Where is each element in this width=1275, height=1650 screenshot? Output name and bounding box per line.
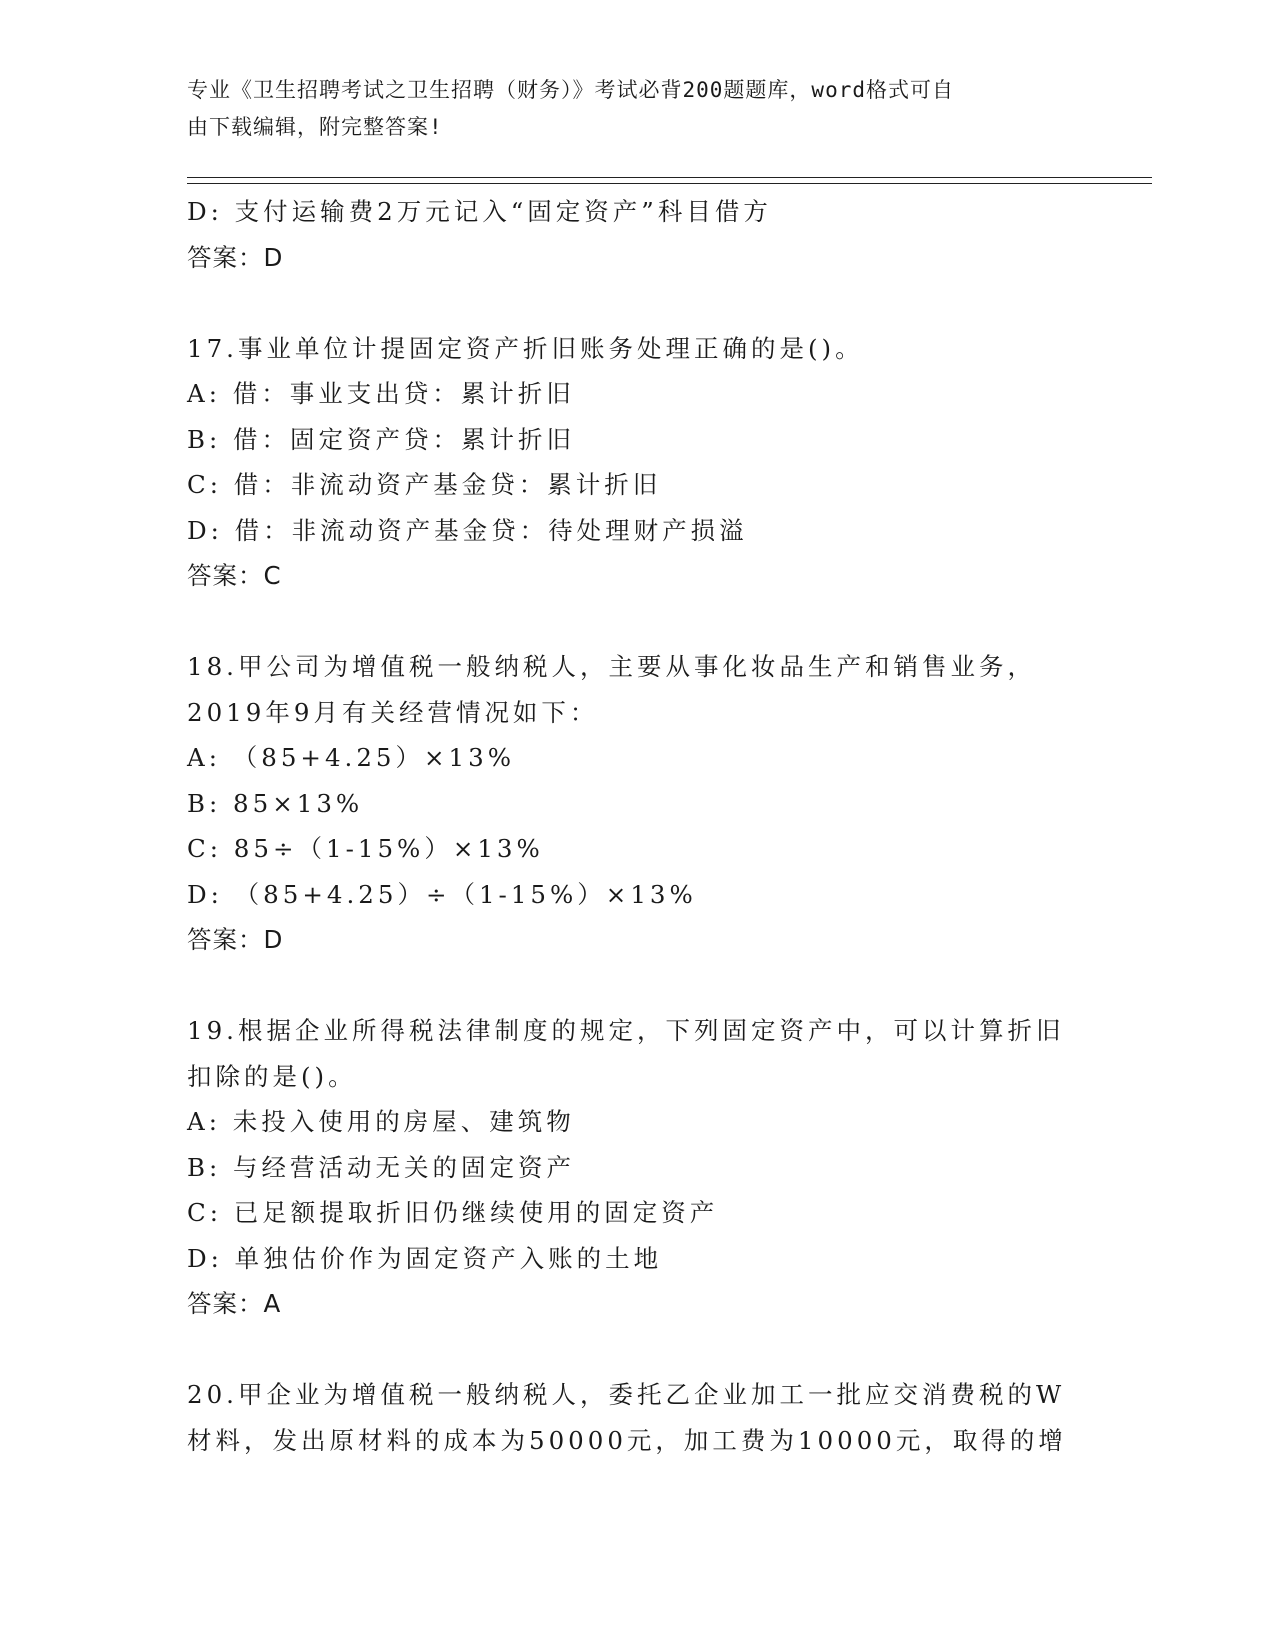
header-title-line-1: 专业《卫生招聘考试之卫生招聘（财务）》考试必背200题题库，word格式可自 (187, 78, 954, 102)
question-17 (187, 326, 1087, 599)
question-19-option-d: D: 单独估价作为固定资产入账的土地 (187, 1243, 663, 1273)
question-20-stem-line-1: 20.甲企业为增值税一般纳税人，委托乙企业加工一批应交消费税的W (187, 1380, 1066, 1409)
question-20-stem-line-2: 材料，发出原材料的成本为50000元，加工费为10000元，取得的增 (187, 1425, 1067, 1455)
question-19-option-a: A: 未投入使用的房屋、建筑物 (187, 1107, 575, 1136)
prev-question-answer: 答案：D (187, 242, 284, 272)
question-17-option-a: A: 借：事业支出贷：累计折旧 (187, 379, 575, 408)
question-19-option-c: C: 已足额提取折旧仍继续使用的固定资产 (187, 1198, 719, 1227)
question-18-answer: 答案：D (187, 925, 284, 954)
question-17-option-b: B: 借：固定资产贷：累计折旧 (187, 424, 576, 454)
question-18-option-a: A: （85+4.25）×13% (187, 743, 515, 772)
question-19-option-b: B: 与经营活动无关的固定资产 (187, 1152, 576, 1182)
header-divider-bottom (187, 183, 1152, 184)
prev-question-option-d: D: 支付运输费2万元记入“固定资产”科目借方 (187, 197, 772, 226)
spacer (187, 963, 1087, 1009)
question-19-answer: 答案：A (187, 1289, 282, 1318)
question-19 (187, 1008, 1087, 1327)
question-17-answer: 答案：C (187, 561, 282, 590)
question-list (187, 189, 1087, 1463)
question-17-stem: 17.事业单位计提固定资产折旧账务处理正确的是()。 (187, 333, 864, 363)
question-18-option-d: D: （85+4.25）÷（1-15%）×13% (187, 879, 697, 909)
spacer (187, 1327, 1087, 1373)
question-17-option-d: D: 借：非流动资产基金贷：待处理财产损溢 (187, 515, 748, 545)
question-17-option-c: C: 借：非流动资产基金贷：累计折旧 (187, 470, 662, 499)
header-title-line-2: 由下载编辑，附完整答案! (187, 115, 443, 139)
question-19-stem-line-1: 19.根据企业所得税法律制度的规定，下列固定资产中，可以计算折旧 (187, 1016, 1065, 1045)
spacer (187, 280, 1087, 326)
question-18 (187, 644, 1087, 963)
question-18-stem-line-2: 2019年9月有关经营情况如下： (187, 697, 599, 727)
question-20 (187, 1372, 1087, 1463)
header-divider-top (187, 177, 1152, 178)
question-19-stem-line-2: 扣除的是()。 (187, 1061, 357, 1091)
question-18-option-c: C: 85÷（1-15%）×13% (187, 834, 544, 863)
document-header (187, 72, 1067, 146)
question-18-stem-line-1: 18.甲公司为增值税一般纳税人，主要从事化妆品生产和销售业务， (187, 652, 1036, 681)
question-18-option-b: B: 85×13% (187, 788, 364, 818)
spacer (187, 599, 1087, 645)
